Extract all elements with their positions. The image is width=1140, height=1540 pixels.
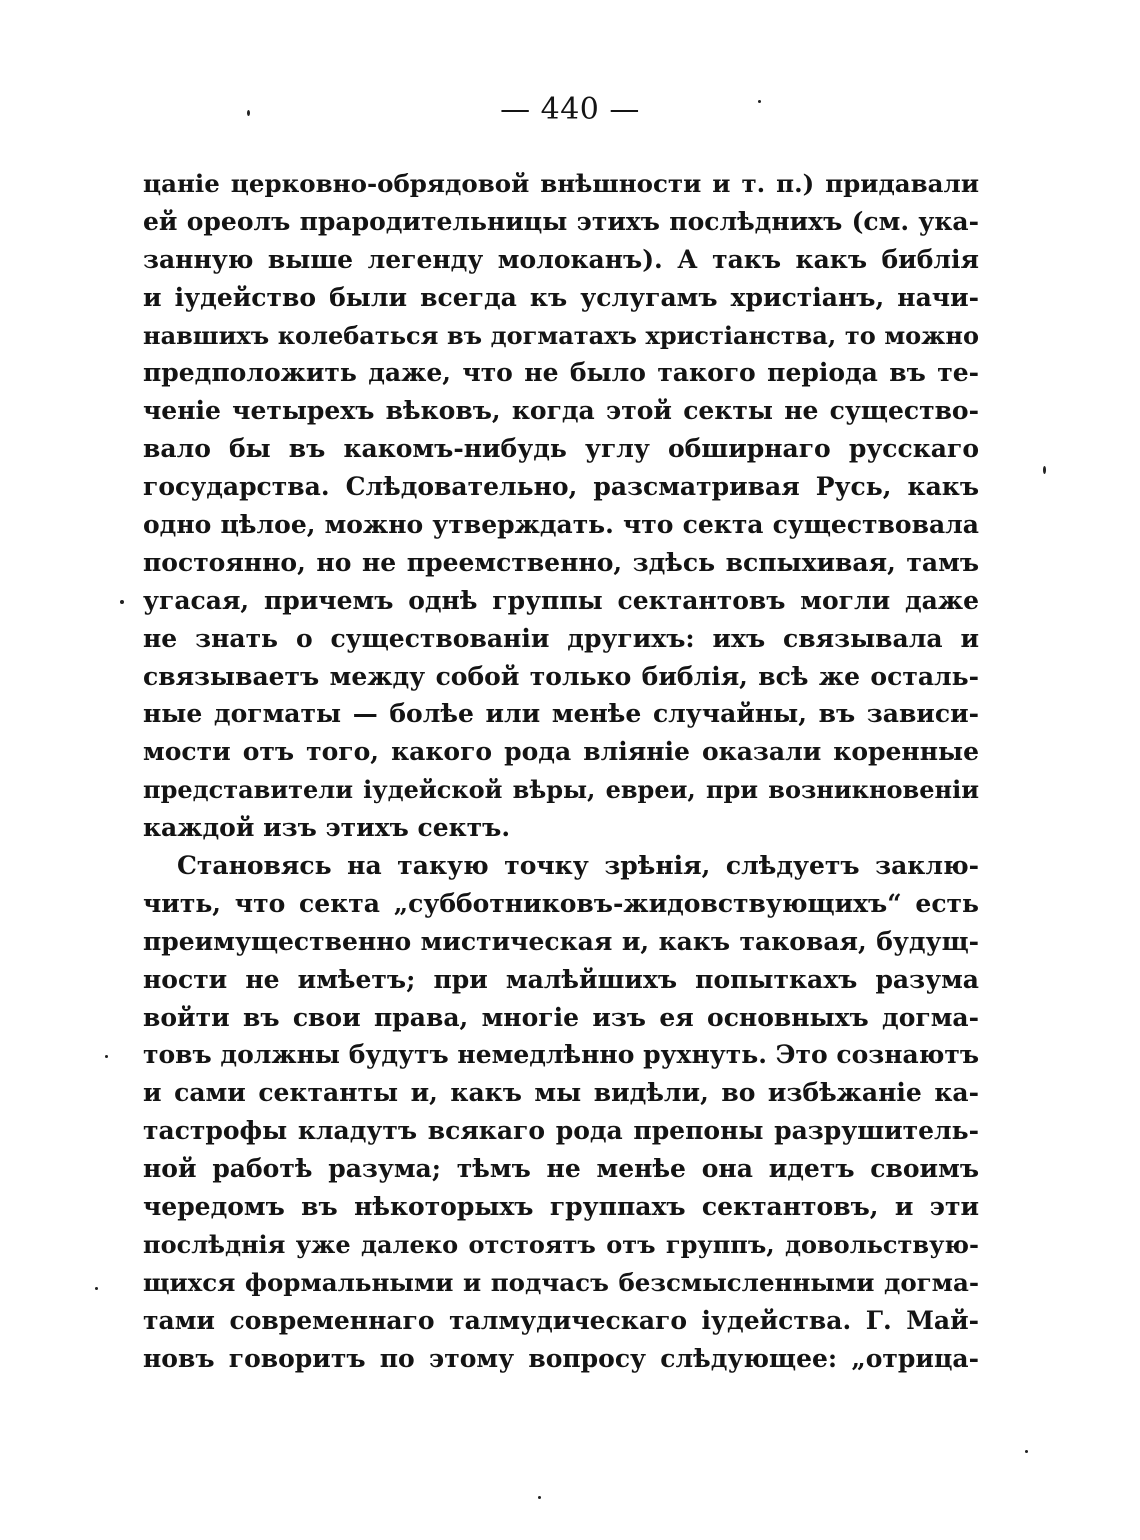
text-line: Становясь на такую точку зрѣнія, слѣдуетъ заклю- [177,851,979,881]
text-line: не знать о существованіи другихъ: ихъ связывала и [143,623,979,653]
text-line: предположить даже, что не было такого періода въ те- [143,358,979,388]
body-text [143,165,979,1378]
text-line: цаніе церковно-обрядовой внѣшности и т. п.) придавали [143,169,979,198]
text-line: щихся формальными и подчасъ безсмысленными догма- [143,1267,979,1297]
text-line: ченіе четырехъ вѣковъ, когда этой секты не существо- [143,396,979,426]
scan-speck [1043,466,1046,474]
text-line: связываетъ между собой только библія, всѣ же осталь- [143,661,979,691]
text-line: представители іудейской вѣры, евреи, при возникновеніи [143,775,979,805]
text-line: каждой изъ этихъ сектъ. [143,813,511,843]
text-line: ности не имѣетъ; при малѣйшихъ попыткахъ разума [143,964,979,994]
text-line: тами современнаго талмудическаго іудейства. Г. Май- [143,1305,979,1335]
scan-speck [1025,1450,1028,1453]
text-line: ей ореолъ прародительницы этихъ послѣднихъ (см. ука- [143,206,979,236]
text-line: ной работѣ разума; тѣмъ не менѣе она идетъ своимъ [143,1154,979,1184]
scan-speck [105,1055,108,1058]
paragraph-1 [143,165,979,847]
text-line: одно цѣлое, можно утверждать. что секта существовала [143,510,979,540]
text-line: занную выше легенду молоканъ). А такъ какъ библія [143,244,979,274]
text-line: чить, что секта „субботниковъ-жидовствующихъ“ есть [143,888,979,918]
scan-speck [538,1496,541,1499]
text-line: навшихъ колебаться въ догматахъ христіанства, то можно [143,320,979,350]
text-line: новъ говоритъ по этому вопросу слѣдующее: „отрица- [143,1343,979,1373]
text-line: послѣднія уже далеко отстоятъ отъ группъ, довольствую- [143,1229,979,1259]
text-line: тастрофы кладутъ всякаго рода препоны разрушитель- [143,1116,979,1146]
text-line: мости отъ того, какого рода вліяніе оказали коренные [143,737,979,767]
text-line: и сами сектанты и, какъ мы видѣли, во избѣжаніе ка- [143,1078,979,1108]
scan-speck [247,110,250,116]
text-line: преимущественно мистическая и, какъ таковая, будущ- [143,926,979,956]
scan-speck [120,600,124,604]
scan-speck [758,100,761,103]
text-line: государства. Слѣдовательно, разсматривая Русь, какъ [143,472,979,502]
paragraph-2 [143,847,979,1377]
text-line: угасая, причемъ однѣ группы сектантовъ могли даже [143,585,979,615]
text-line: и іудейство были всегда къ услугамъ христіанъ, начи- [143,282,979,312]
text-line: товъ должны будутъ немедлѣнно рухнуть. Это сознаютъ [143,1040,980,1070]
page-number: — 440 — [500,92,640,127]
text-line: постоянно, но не преемственно, здѣсь вспыхивая, тамъ [143,547,979,577]
scan-speck [95,1287,98,1290]
text-line: чередомъ въ нѣкоторыхъ группахъ сектантовъ, и эти [143,1192,979,1222]
text-line: вало бы въ какомъ-нибудь углу обширнаго русскаго [143,434,979,464]
text-line: войти въ свои права, многіе изъ ея основныхъ догма- [143,1002,979,1032]
text-line: ные догматы — болѣе или менѣе случайны, въ зависи- [143,699,979,729]
